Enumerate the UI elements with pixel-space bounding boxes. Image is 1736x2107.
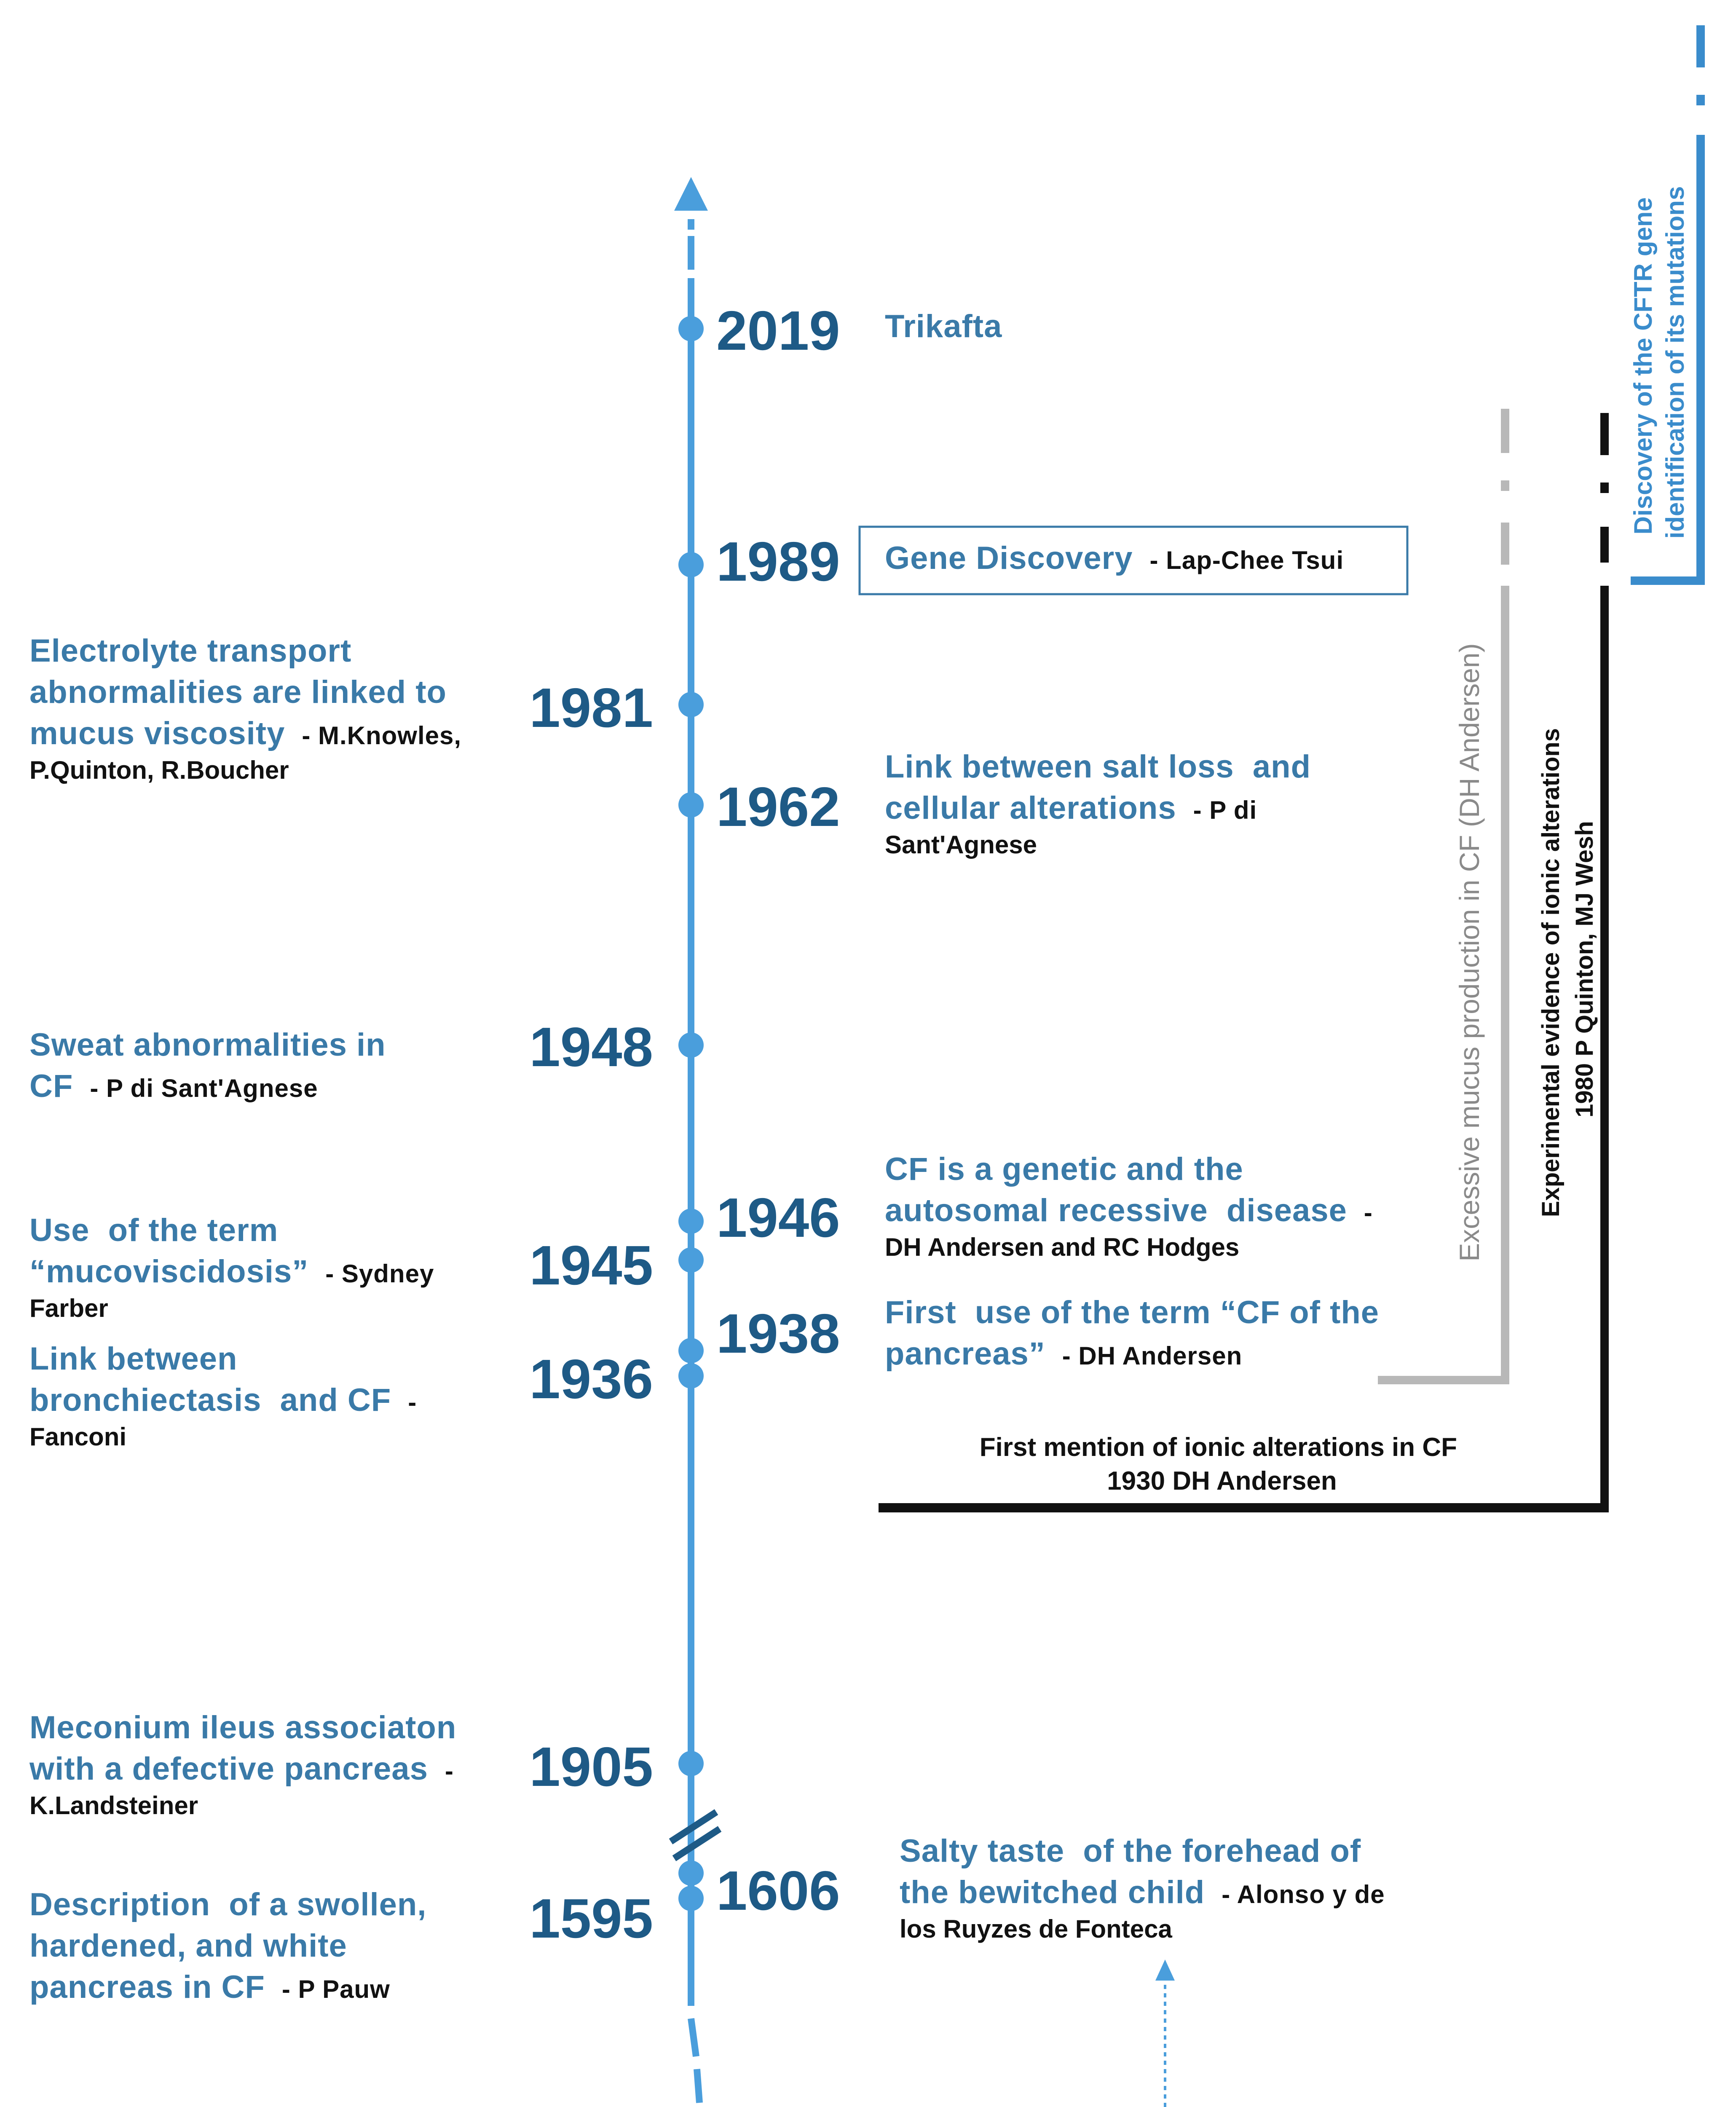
event-dot-1936 <box>678 1363 704 1389</box>
event-author-1981: - M.Knowles, <box>302 721 462 750</box>
event-title-1595-line2: hardened, and white <box>29 1928 347 1964</box>
axis-dash-bottom-1 <box>691 2019 696 2056</box>
event-title-1946-line2: autosomal recessive disease - <box>885 1193 1373 1228</box>
event-title-1936-line2: bronchiectasis and CF - <box>29 1382 417 1418</box>
event-year-1989: 1989 <box>716 531 840 592</box>
event-title-1981-line3: mucus viscosity - M.Knowles, <box>29 716 462 751</box>
event-title-1606-line1: Salty taste of the forehead of <box>900 1833 1361 1869</box>
event-title-1948-line2: CF - P di Sant'Agnese <box>29 1068 318 1104</box>
event-title-2019-line1: Trikafta <box>885 308 1002 344</box>
event-author-1905: - <box>445 1757 454 1785</box>
dotted-arrow-head <box>1155 1960 1175 1981</box>
event-author-1962: - P di <box>1193 796 1257 824</box>
event-author-1946: - <box>1364 1198 1373 1227</box>
event-title-1962-line1: Link between salt loss and <box>885 749 1311 785</box>
event-dot-1606 <box>678 1860 704 1886</box>
event-dot-1905 <box>678 1751 704 1776</box>
event-dot-1948 <box>678 1032 704 1058</box>
event-dot-1945 <box>678 1247 704 1273</box>
black-bracket-label <box>1537 721 1598 1217</box>
event-title-1905-line1: Meconium ileus associaton <box>29 1710 457 1745</box>
event-title-1936-line1: Link between <box>29 1341 238 1377</box>
event-title-1905-line2: with a defective pancreas - <box>29 1751 454 1787</box>
axis-break-mark <box>671 1812 720 1858</box>
event-author2-1981: P.Quinton, R.Boucher <box>29 756 289 784</box>
event-title-1595-line1: Description of a swollen, <box>29 1887 427 1922</box>
event-year-1905: 1905 <box>529 1736 653 1798</box>
event-year-1946: 1946 <box>716 1187 840 1249</box>
event-year-1595: 1595 <box>529 1887 653 1949</box>
event-title-1962-line2: cellular alterations - P di <box>885 790 1257 826</box>
bottom-line-label-line1: First mention of ionic alterations in CF <box>979 1433 1457 1462</box>
axis-dash-bottom-2 <box>697 2069 699 2103</box>
event-dot-1962 <box>678 792 704 818</box>
event-author2-1945: Farber <box>29 1294 108 1322</box>
event-year-1945: 1945 <box>529 1234 653 1296</box>
event-title-1595-line3: pancreas in CF - P Pauw <box>29 1969 390 2005</box>
event-author-1948: - P di Sant'Agnese <box>90 1074 318 1102</box>
event-author-1606: - Alonso y de <box>1222 1880 1385 1909</box>
bottom-line-label <box>980 1433 1465 1496</box>
event-year-1948: 1948 <box>529 1016 653 1078</box>
event-title-1948-line1: Sweat abnormalities in <box>29 1027 386 1063</box>
event-title-1606-line2: the bewitched child - Alonso y de <box>900 1874 1385 1910</box>
event-author2-1962: Sant'Agnese <box>885 831 1037 859</box>
black-bracket-label-line1: Experimental evidence of ionic alterations <box>1537 728 1565 1217</box>
bottom-line-label-line2: 1930 DH Andersen <box>1107 1466 1337 1496</box>
event-dot-1938 <box>678 1338 704 1363</box>
event-year-1938: 1938 <box>716 1303 840 1364</box>
event-title-1981-line2: abnormalities are linked to <box>29 674 447 710</box>
event-author-1989: - Lap-Chee Tsui <box>1149 546 1344 574</box>
event-year-1606: 1606 <box>716 1860 840 1922</box>
event-year-1936: 1936 <box>529 1348 653 1410</box>
blue-bracket-label <box>1629 186 1689 539</box>
event-author-1945: - Sydney <box>325 1260 434 1288</box>
event-year-2019: 2019 <box>716 300 840 362</box>
event-labels <box>29 300 1385 2005</box>
blue-bracket-label-line1: Discovery of the CFTR gene <box>1629 197 1657 535</box>
event-title-1946-line1: CF is a genetic and the <box>885 1151 1243 1187</box>
axis-arrow-head <box>674 177 708 211</box>
event-dot-1981 <box>678 692 704 717</box>
event-dot-1595 <box>678 1886 704 1911</box>
gray-bracket <box>1378 409 1509 1380</box>
event-title-1938-line1: First use of the term “CF of the <box>885 1295 1380 1330</box>
event-dot-1946 <box>678 1209 704 1234</box>
event-dot-1989 <box>678 552 704 577</box>
blue-bracket-label-line2: identification of its mutations <box>1661 186 1689 539</box>
event-author2-1936: Fanconi <box>29 1423 127 1451</box>
event-author2-1606: los Ruyzes de Fonteca <box>900 1915 1172 1943</box>
event-title-1945-line2: “mucoviscidosis” - Sydney <box>29 1254 434 1289</box>
event-year-1962: 1962 <box>716 776 840 838</box>
gray-bracket-label: Excessive mucus production in CF (DH Andersen) <box>1454 643 1485 1262</box>
event-title-1989-line1: Gene Discovery - Lap-Chee Tsui <box>885 540 1344 576</box>
event-title-1938-line2: pancreas” - DH Andersen <box>885 1336 1243 1372</box>
event-author2-1946: DH Andersen and RC Hodges <box>885 1233 1240 1261</box>
black-bracket-label-line2: 1980 P Quinton, MJ Wesh <box>1571 821 1598 1118</box>
event-author-1938: - DH Andersen <box>1062 1342 1243 1370</box>
event-author-1595: - P Pauw <box>281 1975 390 2003</box>
event-title-1981-line1: Electrolyte transport <box>29 633 352 669</box>
event-year-1981: 1981 <box>529 677 653 739</box>
event-author-1936: - <box>408 1388 417 1416</box>
event-title-1945-line1: Use of the term <box>29 1212 279 1248</box>
event-author2-1905: K.Landsteiner <box>29 1791 198 1820</box>
event-dot-2019 <box>678 316 704 341</box>
